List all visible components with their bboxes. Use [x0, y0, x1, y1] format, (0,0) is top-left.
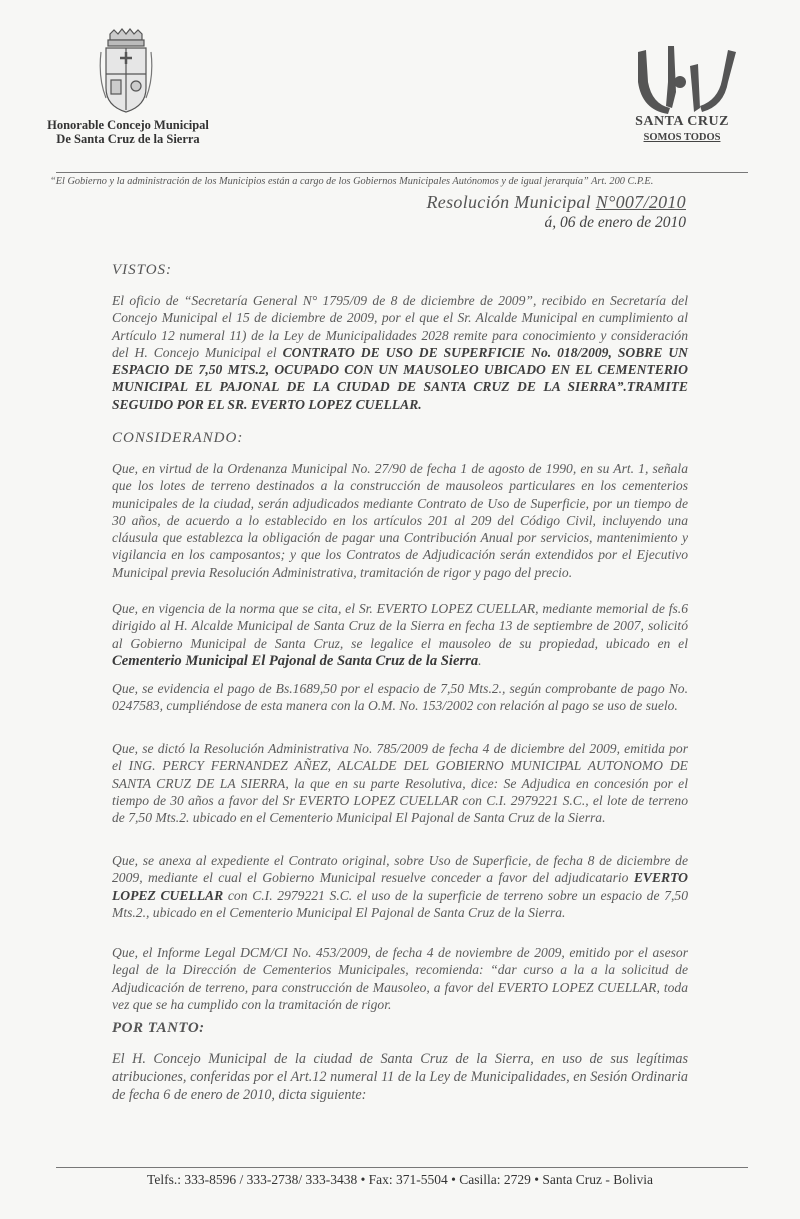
por-tanto-paragraph: El H. Concejo Municipal de la ciudad de Santa Cruz de la Sierra, en uso de sus legítimas atribuciones, conferidas por el Art.12 numeral 11 de la Ley de Municipalidades, en Sesión Ordinaria de fecha 6 de enero de 2010, dicta siguiente: — [112, 1051, 688, 1103]
brand-name: SANTA CRUZ — [635, 114, 729, 129]
considerando-paragraph-4: Que, se dictó la Resolución Administrativa No. 785/2009 de fecha 4 de diciembre del 2009, emitida por el ING. PERCY FERNANDEZ AÑEZ, ALCALDE DEL GOBIERNO MUNICIPAL AUTONOMO DE SANTA CRUZ DE LA SIERRA, la que en su parte Resolutiva, dice: Se Adjudica en concesión por el tiempo de 30 años a favor del Sr EVERTO LOPEZ CUELLAR con C.I. 2979221 S.C., el lote de terreno de 7,50 Mts.2. ubicado en el Cementerio Municipal El Pajonal de Santa Cruz de la Sierra. — [112, 741, 688, 826]
vistos-text: El oficio de “Secretaría General N° 1795/09 de 8 de diciembre de 2009”, recibido en Secretaría del Concejo Municipal el 15 de diciembre de 2009, por el que el Sr. Alcalde Municipal en cumplimiento al Artículo 12 numeral 11) de la Ley de Municipalidades 2028 remite para conocimiento y consideración del H. Concejo Municipal el — [112, 293, 688, 360]
p5-adjudicatario: EVERTO LOPEZ CUELLAR — [112, 870, 688, 903]
resolution-date: á, 06 de enero de 2010 — [544, 214, 686, 231]
p2-cemetery-name: Cementerio Municipal El Pajonal de Santa Cruz de la Sierra — [112, 652, 479, 669]
considerando-paragraph-3: Que, se evidencia el pago de Bs.1689,50 por el espacio de 7,50 Mts.2., según comprobante de pago No. 0247583, cumpliéndose de esta manera con la O.M. No. 153/2002 con relación al pago se uso de suelo. — [112, 681, 688, 714]
footer-contact: Telfs.: 333-8596 / 333-2738/ 333-3438 • Fax: 371-5504 • Casilla: 2729 • Santa Cruz - Bolivia — [147, 1172, 653, 1187]
coat-of-arms-icon — [96, 28, 156, 116]
considerando-paragraph-2 — [112, 600, 688, 670]
vistos-paragraph — [112, 292, 688, 413]
brand-tagline: SOMOS TODOS — [643, 132, 721, 143]
council-name-line2: De Santa Cruz de la Sierra — [56, 132, 200, 146]
considerando-paragraph-1: Que, en virtud de la Ordenanza Municipal No. 27/90 de fecha 1 de agosto de 1990, en su Art. 1, señala que los lotes de terreno destinados a la construcción de mausoleos particulares en los cementerios municipales de la ciudad, serán adjudicados mediante Contrato de Uso de Superficie, por un tiempo de 30 años, de acuerdo a lo establecido en los artículos 201 al 209 del Código Civil, incluyendo una cláusula que establezca la obligación de pagar una Contribución Anual por servicios, mantenimiento y vigilancia en los camposantos; y que los Contratos de Adjudicación serán extendidos por el Ejecutivo Municipal previa Resolución Administrativa, tramitación de rigor y pago del precio. — [112, 461, 688, 580]
council-name-line1: Honorable Concejo Municipal — [47, 118, 209, 132]
p2-end: . — [478, 652, 482, 668]
constitution-motto: “El Gobierno y la administración de los Municipios están a cargo de los Gobiernos Municipales Autónomos y de igual jerarquía” Art. 200 C.P.E. — [50, 176, 654, 187]
resolution-number: N°007/2010 — [595, 192, 686, 212]
considerando-paragraph-5 — [112, 852, 688, 921]
council-name — [20, 118, 236, 146]
p5-text: Que, se anexa al expediente el Contrato original, sobre Uso de Superficie, de fecha 8 de diciembre de 2009, mediante el cual el Gobierno Municipal resuelve conceder a favor del adjudicatario — [112, 853, 688, 886]
resolution-title — [380, 192, 686, 213]
p2-text: Que, en vigencia de la norma que se cita, el Sr. EVERTO LOPEZ CUELLAR, mediante memorial de fs.6 dirigido al H. Alcalde Municipal de Santa Cruz de la Sierra en fecha 13 de septiembre de 2007, solicitó al Gobierno Municipal de Santa Cruz, se legalice el mausoleo de su propiedad, ubicado en el — [112, 601, 688, 651]
considerando-paragraph-6: Que, el Informe Legal DCM/CI No. 453/2009, de fecha 4 de noviembre de 2009, emitido por el asesor legal de la Dirección de Cementerios Municipales, recomienda: “dar curso a la a la solicitud de Adjudicación de terreno, para construcción de Mausoleo, a favor del EVERTO LOPEZ CUELLAR, toda vez que se ha cumplido con la tramitación de rigor. — [112, 945, 688, 1012]
header-divider — [56, 172, 748, 173]
considerando-heading: CONSIDERANDO: — [112, 430, 244, 446]
footer-divider — [56, 1167, 748, 1168]
vistos-heading: VISTOS: — [112, 262, 173, 278]
vistos-contract-title: CONTRATO DE USO DE SUPERFICIE No. 018/2009, SOBRE UN ESPACIO DE 7,50 MTS.2, OCUPADO CON UN MAUSOLEO UBICADO EN EL CEMENTERIO MUNICIPAL EL PAJONAL DE LA CIUDAD DE SANTA CRUZ DE LA SIERRA”.TRAMITE SEGUIDO POR EL SR. EVERTO LOPEZ CUELLAR. — [112, 344, 688, 412]
resolution-title-prefix: Resolución Municipal — [426, 192, 596, 212]
p5-end: con C.I. 2979221 S.C. el uso de la superficie de terreno sobre un espacio de 7,50 Mts.2., ubicado en el Cementerio Municipal El Pajonal de Santa Cruz de la Sierra. — [112, 887, 688, 920]
por-tanto-heading: POR TANTO: — [112, 1020, 205, 1036]
